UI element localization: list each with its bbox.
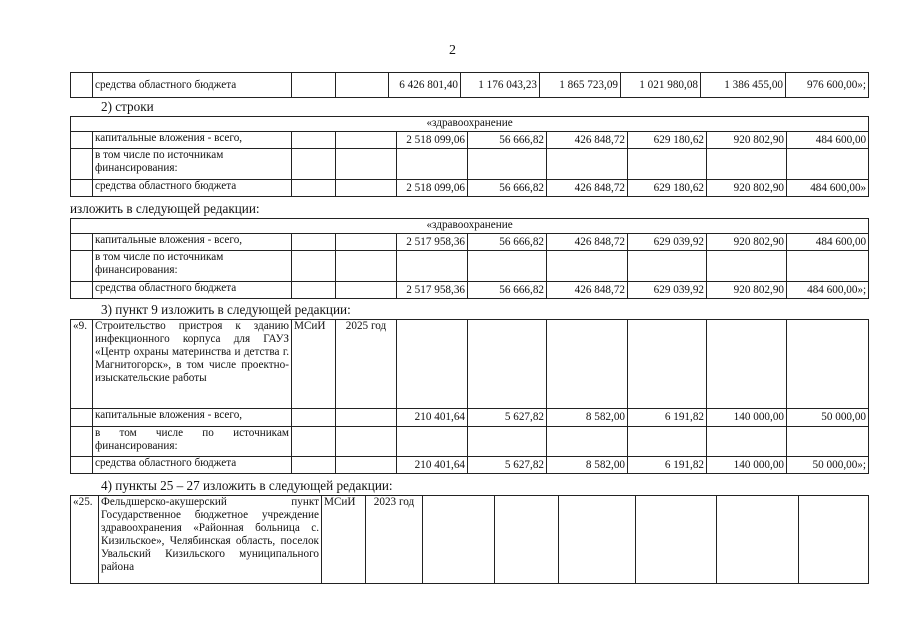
value-cell: 56 666,82 xyxy=(468,282,547,299)
row-label: средства областного бюджета xyxy=(93,457,292,474)
value-cell: 426 848,72 xyxy=(547,234,628,251)
table-section-2 xyxy=(70,218,869,299)
value-cell: 920 802,90 xyxy=(707,282,787,299)
value-cell: 50 000,00 xyxy=(787,409,869,427)
item-description: Фельдшерско-акушерский пункт Государственное бюджетное учреждение здравоохранения «Районная больница с. Кизильское», Челябинская область, поселок Увальский Кизильского муниципального района xyxy=(99,496,322,584)
table-top xyxy=(70,72,869,98)
value-cell: 210 401,64 xyxy=(397,409,468,427)
item-year: 2023 год xyxy=(366,496,423,584)
value-cell: 484 600,00» xyxy=(787,180,869,197)
value-cell: 5 627,82 xyxy=(468,457,547,474)
item-number: «25. xyxy=(71,496,99,584)
row-label: в том числе по источникам финансирования: xyxy=(93,427,292,457)
item-year: 2025 год xyxy=(336,320,397,409)
row-label: средства областного бюджета xyxy=(93,73,292,98)
value-cell: 1 386 455,00 xyxy=(701,73,786,98)
value-cell: 1 021 980,08 xyxy=(621,73,701,98)
item-number: «9. xyxy=(71,320,93,409)
item-organization: МСиИ xyxy=(322,496,366,584)
value-cell: 50 000,00»; xyxy=(787,457,869,474)
row-label: средства областного бюджета xyxy=(93,282,292,299)
item-organization: МСиИ xyxy=(292,320,336,409)
row-label: средства областного бюджета xyxy=(93,180,292,197)
value-cell: 2 518 099,06 xyxy=(397,132,468,149)
value-cell: 484 600,00»; xyxy=(787,282,869,299)
value-cell: 8 582,00 xyxy=(547,457,628,474)
row-label: в том числе по источникам финансирования: xyxy=(93,149,292,180)
table-section-3 xyxy=(70,319,869,474)
value-cell: 629 180,62 xyxy=(628,132,707,149)
value-cell: 2 517 958,36 xyxy=(397,234,468,251)
heading-new-edition: изложить в следующей редакции: xyxy=(70,201,260,216)
page-number: 2 xyxy=(449,43,456,58)
row-label: в том числе по источникам финансирования: xyxy=(93,251,292,282)
item-description: Строительство пристроя к зданию инфекционного корпуса для ГАУЗ «Центр охраны материнства и детства г. Магнитогорск», в том числе проектно-изыскательские работы xyxy=(93,320,292,409)
value-cell: 56 666,82 xyxy=(468,180,547,197)
value-cell: 1 865 723,09 xyxy=(540,73,621,98)
value-cell: 5 627,82 xyxy=(468,409,547,427)
value-cell: 920 802,90 xyxy=(707,132,787,149)
value-cell: 920 802,90 xyxy=(707,234,787,251)
value-cell: 920 802,90 xyxy=(707,180,787,197)
row-label: капитальные вложения - всего, xyxy=(93,409,292,427)
value-cell: 140 000,00 xyxy=(707,409,787,427)
section-title: «здравоохранение xyxy=(71,117,869,132)
heading-points-25-27: 4) пункты 25 – 27 изложить в следующей редакции: xyxy=(101,478,393,493)
value-cell: 210 401,64 xyxy=(397,457,468,474)
value-cell: 484 600,00 xyxy=(787,132,869,149)
value-cell: 140 000,00 xyxy=(707,457,787,474)
heading-point-9: 3) пункт 9 изложить в следующей редакции: xyxy=(101,302,351,317)
row-label: капитальные вложения - всего, xyxy=(93,234,292,251)
value-cell: 629 039,92 xyxy=(628,234,707,251)
value-cell: 1 176 043,23 xyxy=(461,73,540,98)
value-cell: 2 517 958,36 xyxy=(397,282,468,299)
value-cell: 8 582,00 xyxy=(547,409,628,427)
table-section-4 xyxy=(70,495,869,584)
section-title: «здравоохранение xyxy=(71,219,869,234)
table-section-1 xyxy=(70,116,869,197)
value-cell: 426 848,72 xyxy=(547,132,628,149)
value-cell: 629 039,92 xyxy=(628,282,707,299)
value-cell: 6 426 801,40 xyxy=(389,73,461,98)
num-cell xyxy=(71,73,93,98)
value-cell: 6 191,82 xyxy=(628,409,707,427)
value-cell: 56 666,82 xyxy=(468,132,547,149)
value-cell: 976 600,00»; xyxy=(786,73,869,98)
row-label: капитальные вложения - всего, xyxy=(93,132,292,149)
value-cell: 426 848,72 xyxy=(547,180,628,197)
heading-strings: 2) строки xyxy=(101,99,154,114)
value-cell: 56 666,82 xyxy=(468,234,547,251)
value-cell: 6 191,82 xyxy=(628,457,707,474)
value-cell: 2 518 099,06 xyxy=(397,180,468,197)
value-cell: 484 600,00 xyxy=(787,234,869,251)
value-cell: 426 848,72 xyxy=(547,282,628,299)
value-cell: 629 180,62 xyxy=(628,180,707,197)
